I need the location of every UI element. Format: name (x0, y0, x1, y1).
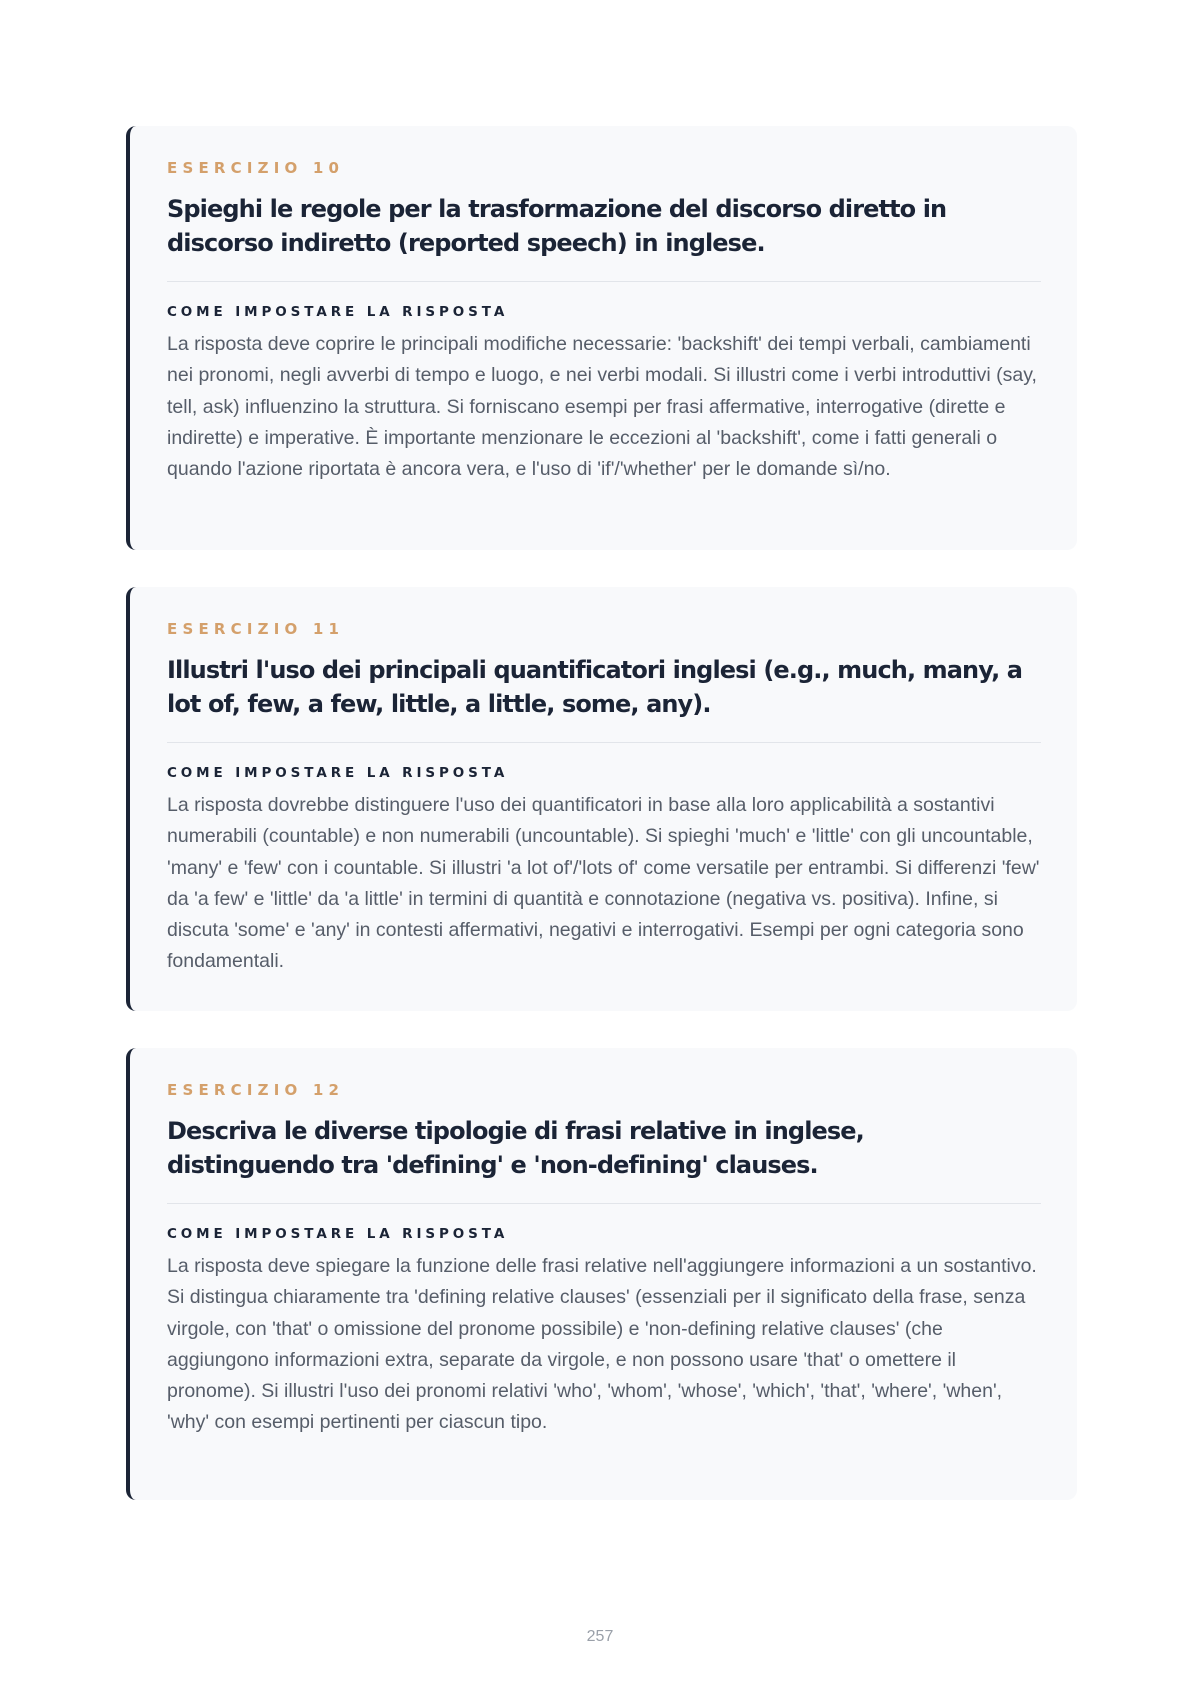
divider (167, 1203, 1041, 1204)
exercise-label: ESERCIZIO 12 (167, 1081, 345, 1099)
exercise-question: Descriva le diverse tipologie di frasi relative in inglese, distinguendo tra 'defining' e 'non-defining' clauses. (167, 1117, 864, 1179)
exercise-question: Spieghi le regole per la trasformazione del discorso diretto in discorso indiretto (reported speech) in inglese. (167, 195, 947, 257)
answer-text: La risposta dovrebbe distinguere l'uso dei quantificatori in base alla loro applicabilità a sostantivi numerabili (countable) e non numerabili (uncountable). Si spieghi 'much' e 'little' con gli uncountable, 'many' e 'few' con i countable. Si illustri 'a lot of'/'lots of' come versatile per entrambi. Si differenzi 'few' da 'a few' e 'little' da 'a little' in termini di quantità e connotazione (negativa vs. positiva). Infine, si discuta 'some' e 'any' in contesti affermativi, negativi e interrogativi. Esempi per ogni categoria sono fondamentali. (167, 794, 1040, 973)
page-number: 257 (586, 1628, 614, 1645)
divider (167, 281, 1041, 282)
exercise-label: ESERCIZIO 11 (167, 620, 345, 638)
answer-heading: COME IMPOSTARE LA RISPOSTA (167, 304, 509, 320)
exercise-question: Illustri l'uso dei principali quantificatori inglesi (e.g., much, many, a lot of, few, a few, little, a little, some, any). (167, 656, 1023, 718)
answer-text: La risposta deve coprire le principali modifiche necessarie: 'backshift' dei tempi verbali, cambiamenti nei pronomi, negli avverbi di tempo e luogo, e nei verbi modali. Si illustri come i verbi introduttivi (say, tell, ask) influenzino la struttura. Si forniscano esempi per frasi affermative, interrogative (dirette e indirette) e imperative. È importante menzionare le eccezioni al 'backshift', come i fatti generali o quando l'azione riportata è ancora vera, e l'uso di 'if'/'whether' per le domande sì/no. (167, 333, 1037, 481)
exercise-card-12 (126, 1048, 1077, 1500)
exercise-label: ESERCIZIO 10 (167, 159, 345, 177)
divider (167, 742, 1041, 743)
answer-heading: COME IMPOSTARE LA RISPOSTA (167, 1226, 509, 1242)
answer-heading: COME IMPOSTARE LA RISPOSTA (167, 765, 509, 781)
exercise-card-10 (126, 126, 1077, 550)
answer-text: La risposta deve spiegare la funzione delle frasi relative nell'aggiungere informazioni a un sostantivo. Si distingua chiaramente tra 'defining relative clauses' (essenziali per il significato della frase, senza virgole, con 'that' o omissione del pronome possibile) e 'non-defining relative clauses' (che aggiungono informazioni extra, separate da virgole, e non possono usare 'that' o omettere il pronome). Si illustri l'uso dei pronomi relativi 'who', 'whom', 'whose', 'which', 'that', 'where', 'when', 'why' con esempi pertinenti per ciascun tipo. (167, 1255, 1037, 1434)
exercise-card-11 (126, 587, 1077, 1011)
